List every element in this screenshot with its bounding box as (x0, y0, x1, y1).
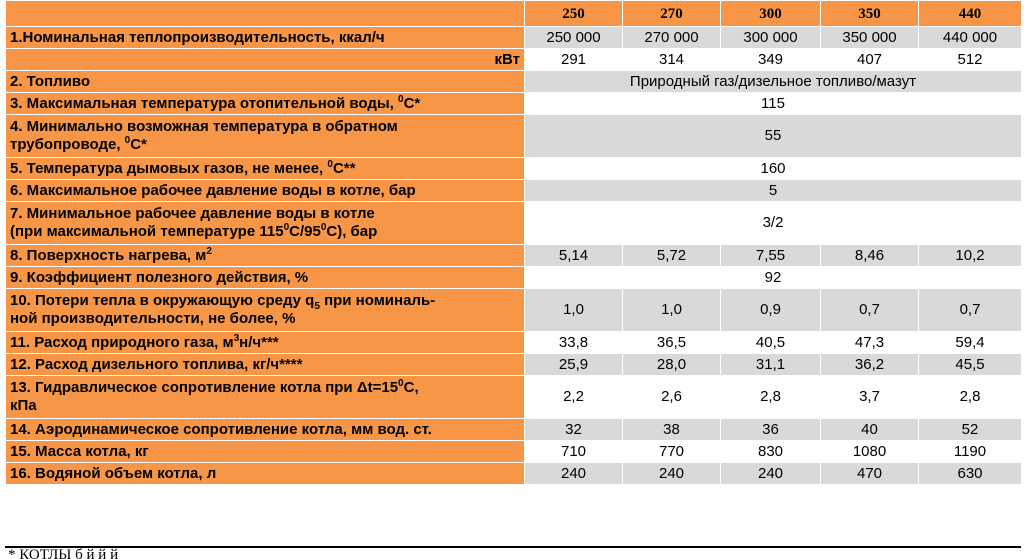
header-corner (6, 1, 525, 27)
cell: 5,72 (623, 245, 721, 267)
table-row (6, 376, 1022, 419)
cell: 830 (721, 441, 821, 463)
model-270: 270 (623, 1, 721, 27)
cell: 2,2 (525, 376, 623, 419)
cell: 1,0 (623, 289, 721, 332)
cell: 47,3 (821, 332, 919, 354)
cell: 512 (919, 49, 1022, 71)
footnote-text: * КОТЛЫ б й й й (8, 548, 119, 559)
merged-cell: 5 (525, 180, 1022, 202)
model-300: 300 (721, 1, 821, 27)
table-row (6, 463, 1022, 485)
cell: 5,14 (525, 245, 623, 267)
cell: 0,7 (821, 289, 919, 332)
cell: 36 (721, 419, 821, 441)
row-label: 9. Коэффициент полезного действия, % (6, 267, 525, 289)
table-row (6, 49, 1022, 71)
cell: 250 000 (525, 27, 623, 49)
merged-cell: 3/2 (525, 202, 1022, 245)
table-row (6, 202, 1022, 245)
row-label: 4. Минимально возможная температура в обратном трубопроводе, $^0$С* (6, 115, 525, 158)
cell: 291 (525, 49, 623, 71)
row-label: 14. Аэродинамическое сопротивление котла, мм вод. ст. (6, 419, 525, 441)
table-row (6, 441, 1022, 463)
cell: 470 (821, 463, 919, 485)
cell: 770 (623, 441, 721, 463)
row-label: 15. Масса котла, кг (6, 441, 525, 463)
cell: 25,9 (525, 354, 623, 376)
table-row (6, 93, 1022, 115)
merged-cell: 115 (525, 93, 1022, 115)
cell: 59,4 (919, 332, 1022, 354)
row-label: 7. Минимальное рабочее давление воды в котле (при максимальной температуре $115^0С/95^0С$), бар (6, 202, 525, 245)
cell: 8,46 (821, 245, 919, 267)
cell: 270 000 (623, 27, 721, 49)
cell: 314 (623, 49, 721, 71)
cell: 28,0 (623, 354, 721, 376)
row-label: 2. Топливо (6, 71, 525, 93)
cell: 0,7 (919, 289, 1022, 332)
cell: 2,8 (919, 376, 1022, 419)
cell: 33,8 (525, 332, 623, 354)
row-label: 8. Поверхность нагрева, $м^2$ (6, 245, 525, 267)
table-row (6, 245, 1022, 267)
row-label: 13. Гидравлическое сопротивление котла при $\Delta t=15^0С$, кПа (6, 376, 525, 419)
row-label: 3. Максимальная температура отопительной воды, $^0$С* (6, 93, 525, 115)
cell: 407 (821, 49, 919, 71)
cell: 40 (821, 419, 919, 441)
table-row (6, 158, 1022, 180)
cell: 40,5 (721, 332, 821, 354)
row-label: 10. Потери тепла в окружающую среду $q_5$ при номиналь- ной производительности, не более, % (6, 289, 525, 332)
row-label: 6. Максимальное рабочее давление воды в котле, бар (6, 180, 525, 202)
table-row (6, 180, 1022, 202)
cell: 38 (623, 419, 721, 441)
merged-cell: 92 (525, 267, 1022, 289)
model-250: 250 (525, 1, 623, 27)
cell: 2,6 (623, 376, 721, 419)
row-label: 16. Водяной объем котла, л (6, 463, 525, 485)
cell: 2,8 (721, 376, 821, 419)
header-row (6, 1, 1022, 27)
cell: 1,0 (525, 289, 623, 332)
merged-cell: Природный газ/дизельное топливо/мазут (525, 71, 1022, 93)
cell: 45,5 (919, 354, 1022, 376)
cell: 10,2 (919, 245, 1022, 267)
cell: 440 000 (919, 27, 1022, 49)
cell: 36,5 (623, 332, 721, 354)
cell: 240 (525, 463, 623, 485)
cell: 7,55 (721, 245, 821, 267)
cell: 630 (919, 463, 1022, 485)
cell: 36,2 (821, 354, 919, 376)
cell: 3,7 (821, 376, 919, 419)
row-label: 5. Температура дымовых газов, не менее, $^0$С** (6, 158, 525, 180)
cell: 300 000 (721, 27, 821, 49)
cell: 52 (919, 419, 1022, 441)
table-row (6, 332, 1022, 354)
table-row (6, 289, 1022, 332)
cell: 350 000 (821, 27, 919, 49)
cell: 31,1 (721, 354, 821, 376)
table-row (6, 115, 1022, 158)
merged-cell: 55 (525, 115, 1022, 158)
model-440: 440 (919, 1, 1022, 27)
cell: 0,9 (721, 289, 821, 332)
cell: 349 (721, 49, 821, 71)
merged-cell: 160 (525, 158, 1022, 180)
cell: 710 (525, 441, 623, 463)
table-row (6, 71, 1022, 93)
table-row (6, 354, 1022, 376)
table-row (6, 27, 1022, 49)
row-label: 1.Номинальная теплопроизводительность, ккал/ч (6, 27, 525, 49)
table-row (6, 267, 1022, 289)
table-row (6, 419, 1022, 441)
row-label: 11. Расход природного газа, $м^3н/ч***$ (6, 332, 525, 354)
model-350: 350 (821, 1, 919, 27)
cell: 240 (623, 463, 721, 485)
spec-table (5, 0, 1022, 485)
cell: 32 (525, 419, 623, 441)
cell: 240 (721, 463, 821, 485)
cell: 1190 (919, 441, 1022, 463)
row-label: кВт (6, 49, 525, 71)
row-label: 12. Расход дизельного топлива, кг/ч**** (6, 354, 525, 376)
cell: 1080 (821, 441, 919, 463)
